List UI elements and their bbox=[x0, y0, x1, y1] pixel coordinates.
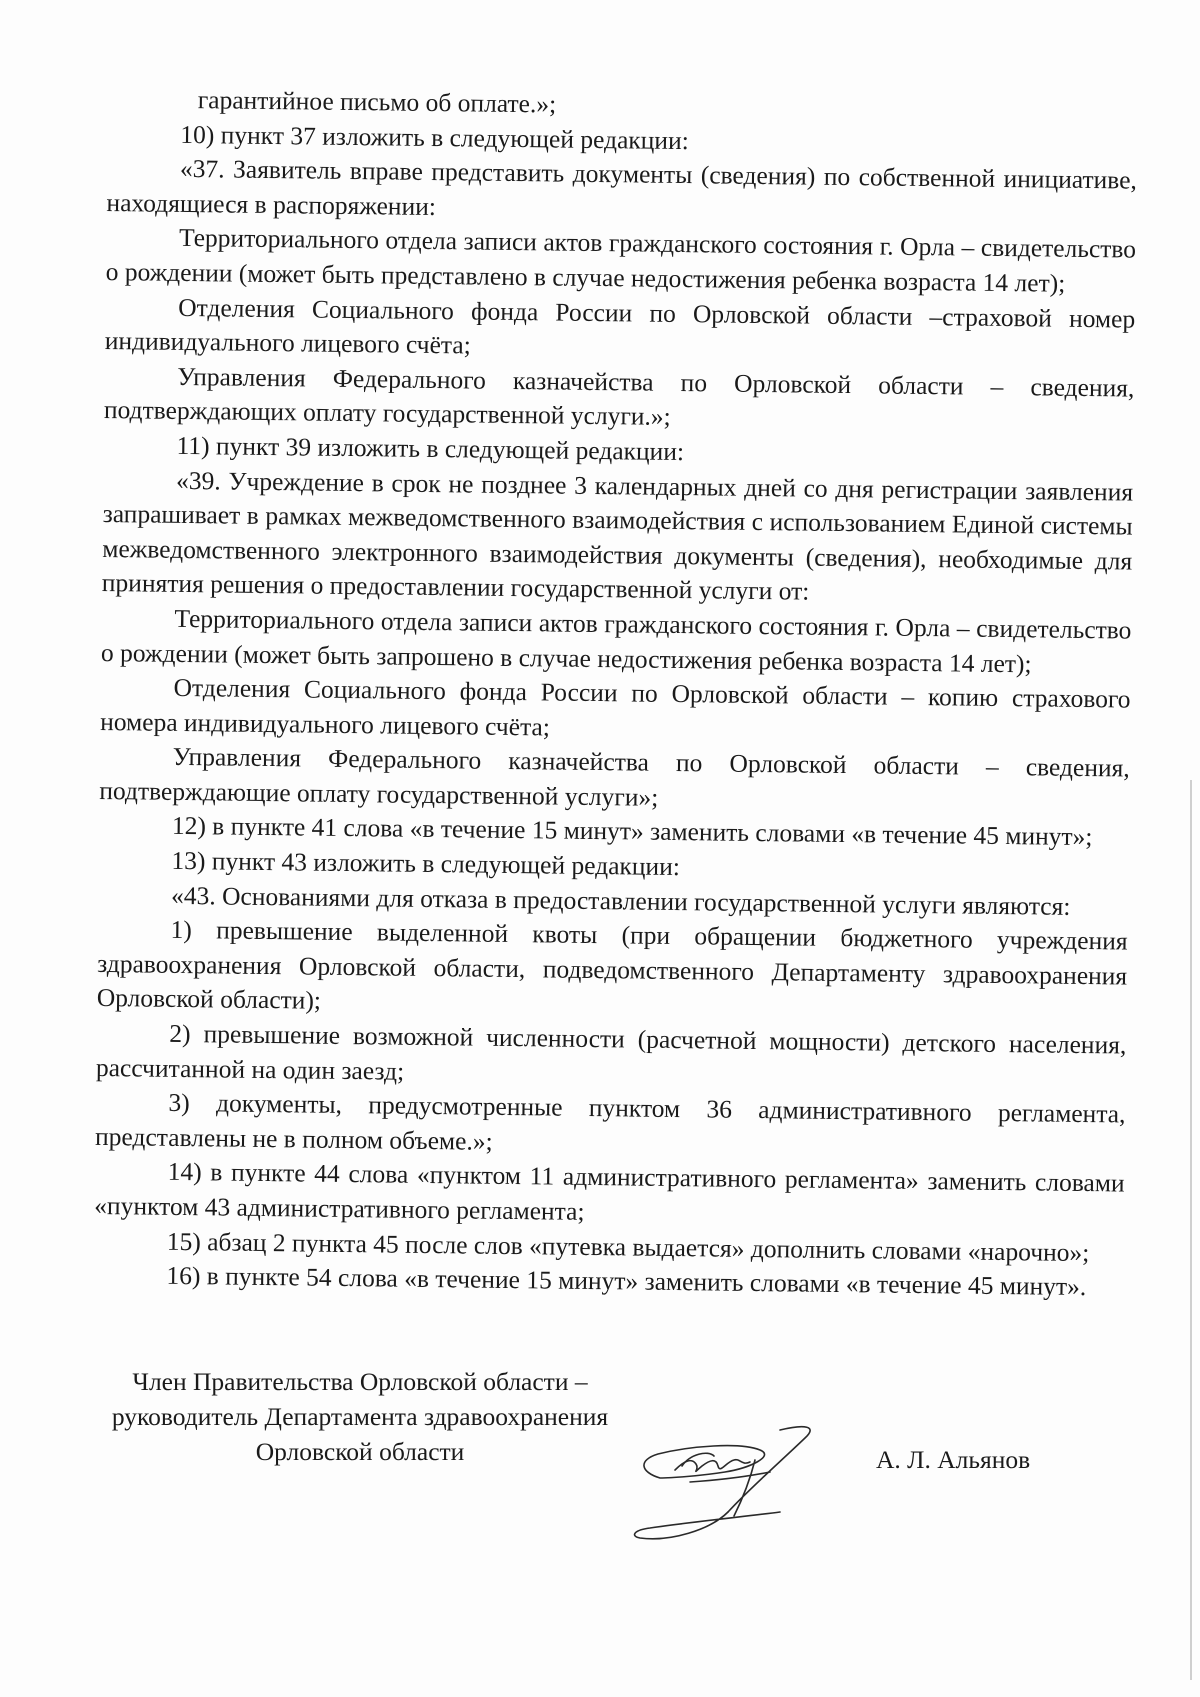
signatory-title bbox=[80, 1364, 640, 1469]
scan-edge-line bbox=[1190, 780, 1192, 1680]
paragraph-clause-37: «37. Заявитель вправе представить документы (сведения) по собственной инициативе, находящиеся в распоряжении: bbox=[106, 154, 1138, 221]
paragraph-clause-39: «39. Учреждение в срок не позднее 3 календарных дней со дня регистрации заявления запрашивает в рамках межведомственного взаимодействия с использованием Единой системы межведомственного электронного взаимодействия документы (сведения), необходимые для принятия решения о предоставлении государственной услуги от: bbox=[101, 465, 1134, 606]
paragraph-ground-2: 2) превышение возможной численности (расчетной мощности) детского населения, рассчитанной на один заезд; bbox=[95, 1018, 1127, 1086]
paragraph-social-fund-2: Отделения Социального фонда России по Орловской области – копию страхового номера индивидуального лицевого счёта; bbox=[100, 672, 1131, 742]
paragraph-item-11: 11) пункт 39 изложить в следующей редакции: bbox=[176, 430, 685, 467]
paragraph-item-15: 15) абзац 2 пункта 45 после слов «путевка выдается» дополнить словами «нарочно»; bbox=[166, 1226, 1090, 1267]
paragraph-registry-office-2: Территориального отдела записи актов гражданского состояния г. Орла – свидетельство о рождении (может быть запрошено в случае недостижения ребенка возраста 14 лет); bbox=[100, 603, 1132, 678]
paragraph-social-fund: Отделения Социального фонда России по Орловской области –страховой номер индивидуального лицевого счёта; bbox=[104, 292, 1136, 360]
paragraph-continuation: гарантийное письмо об оплате.»; bbox=[197, 85, 557, 119]
paragraph-ground-1: 1) превышение выделенной квоты (при обращении бюджетного учреждения здравоохранения Орловской области, подведомственного Департаменту здравоохранения Орловской области); bbox=[96, 915, 1128, 1016]
paragraph-item-13: 13) пункт 43 изложить в следующей редакции: bbox=[171, 845, 681, 882]
paragraph-registry-office: Территориального отдела записи актов гражданского состояния г. Орла – свидетельство о рождении (может быть представлено в случае недостижения ребенка возраста 14 лет); bbox=[105, 223, 1137, 298]
paragraph-treasury: Управления Федерального казначейства по Орловской области – сведения, подтверждающих оплату государственной услуги.»; bbox=[103, 361, 1135, 432]
signatory-title-line-3: Орловской области bbox=[255, 1437, 465, 1466]
paragraph-item-10: 10) пункт 37 изложить в следующей редакции: bbox=[180, 119, 689, 155]
paragraph-treasury-2: Управления Федерального казначейства по Орловской области – сведения, подтверждающие оплату государственной услуги»; bbox=[99, 742, 1130, 812]
signer-name: А. Л. Альянов bbox=[876, 1445, 1031, 1474]
paragraph-ground-3: 3) документы, предусмотренные пунктом 36 административного регламента, представлены не в полном объеме.»; bbox=[94, 1088, 1126, 1156]
signatory-title-line-1: Член Правительства Орловской области – bbox=[132, 1367, 588, 1396]
paragraph-item-14: 14) в пункте 44 слова «пунктом 11 административного регламента» заменить словами «пунктом 43 административного регламента; bbox=[94, 1157, 1125, 1226]
paragraph-clause-43: «43. Основаниями для отказа в предоставлении государственной услуги являются: bbox=[170, 880, 1071, 921]
paragraph-item-16: 16) в пункте 54 слова «в течение 15 минут» заменить словами «в течение 45 минут». bbox=[166, 1260, 1087, 1302]
paragraph-item-12: 12) в пункте 41 слова «в течение 15 минут» заменить словами «в течение 45 минут»; bbox=[171, 811, 1093, 852]
document-body bbox=[93, 82, 1138, 1305]
handwritten-signature bbox=[630, 1420, 860, 1550]
signatory-title-line-2: руководитель Департамента здравоохранения bbox=[111, 1402, 609, 1431]
